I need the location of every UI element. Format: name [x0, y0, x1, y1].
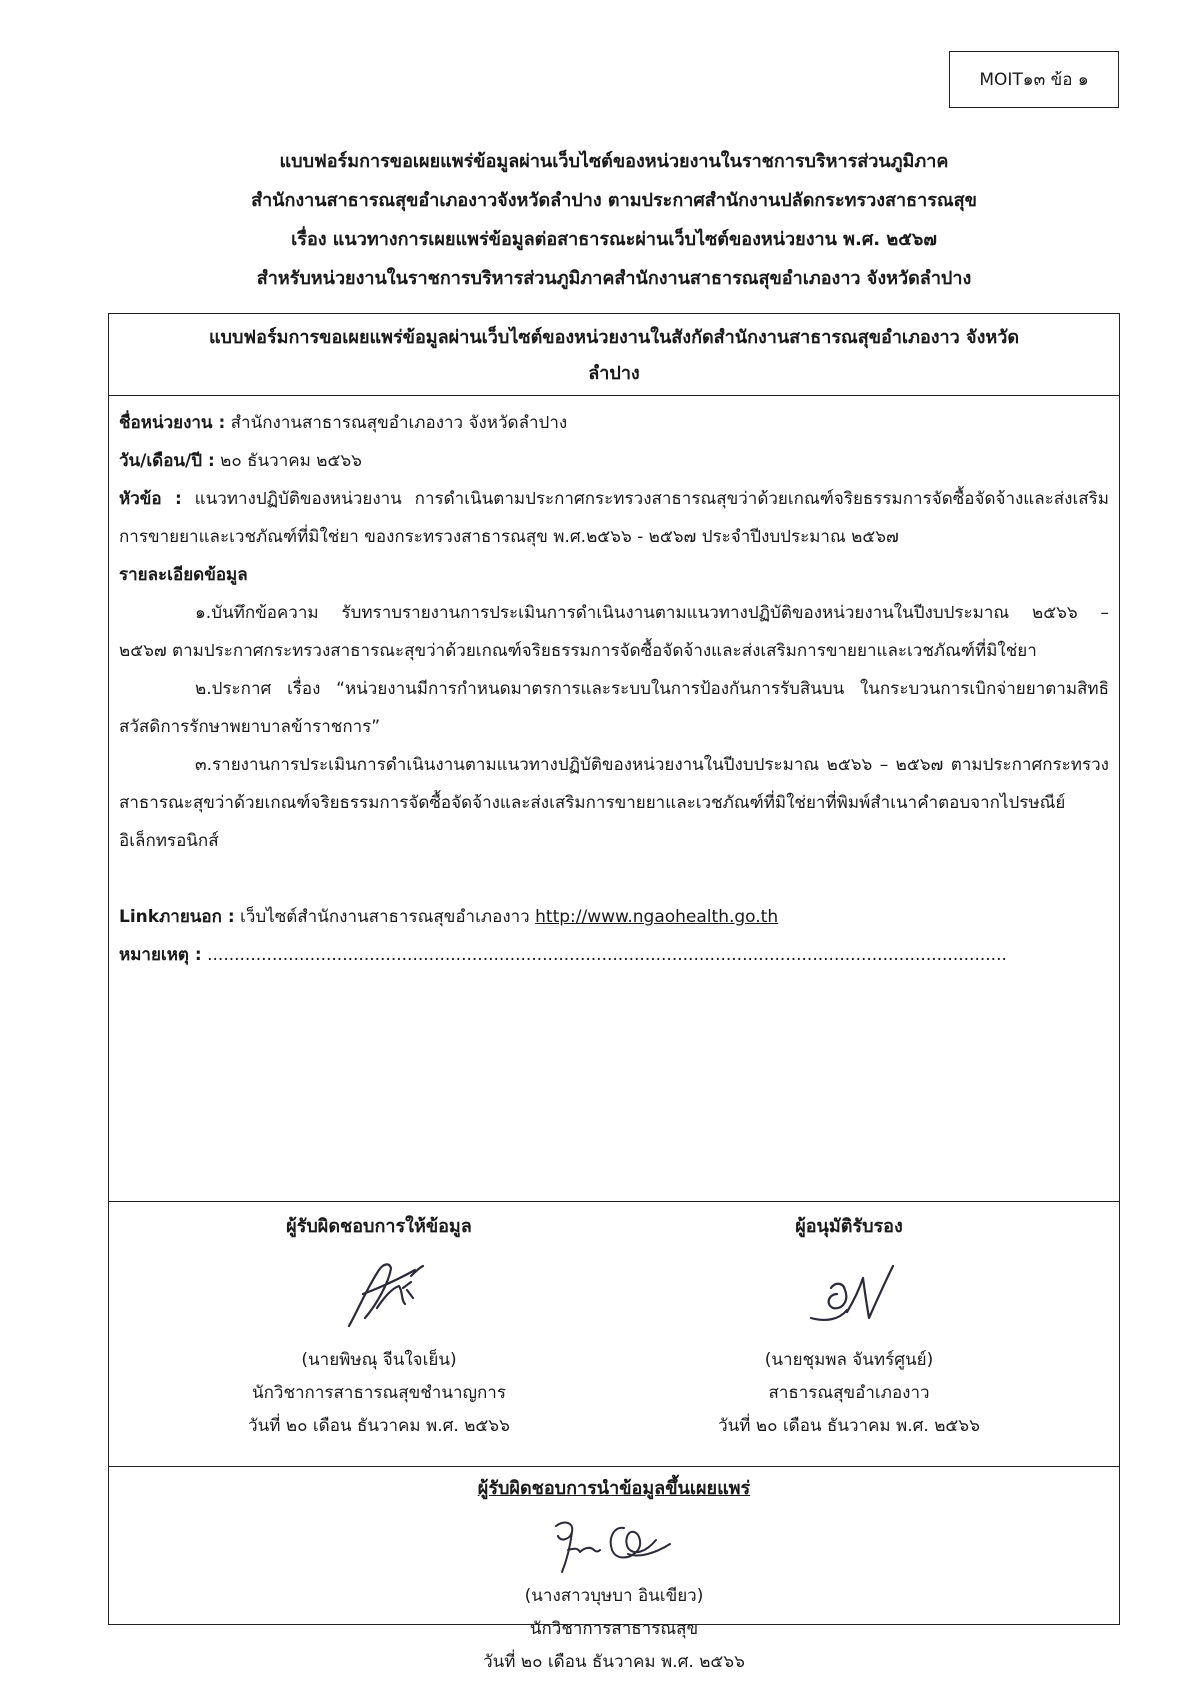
- provider-signature-icon: [319, 1248, 439, 1344]
- note-line: [119, 936, 1109, 974]
- publisher-title: ผู้รับผิดชอบการนำข้อมูลขึ้นเผยแพร่: [477, 1478, 751, 1499]
- external-link-prefix: เว็บไซต์สำนักงานสาธารณสุขอำเภองาว: [234, 907, 536, 927]
- provider-name: (นายพิษณุ จีนใจเย็น): [301, 1350, 457, 1370]
- external-link-line: [119, 898, 1109, 936]
- detail-item-1: ๑.บันทึกข้อความ รับทราบรายงานการประเมินการดำเนินงานตามแนวทางปฏิบัติของหน่วยงานในปีงบประมาณ ๒๕๖๖ – ๒๕๖๗ ตามประกาศกระทรวงสาธารณะสุขว่าด้วยเกณฑ์จริยธรรมการจัดซื้อจัดจ้างและส่งเสริมการขายยาและเวชภัณฑ์ที่มิใช่ยา: [119, 603, 1109, 661]
- topic-label: หัวข้อ :: [119, 489, 182, 509]
- publisher-signature-icon: [534, 1508, 694, 1580]
- agency-value: สำนักงานสาธารณสุขอำเภองาว จังหวัดลำปาง: [225, 413, 568, 433]
- approver-signature-icon: [789, 1248, 909, 1344]
- details-heading: รายละเอียดข้อมูล: [119, 565, 248, 585]
- approver-signature: [639, 1248, 1059, 1344]
- detail-item-3: ๓.รายงานการประเมินการดำเนินงานตามแนวทางปฏิบัติของหน่วยงานในปีงบประมาณ ๒๕๖๖ – ๒๕๖๗ ตามประกาศกระทรวงสาธารณะสุขว่าด้วยเกณฑ์จริยธรรมการจัดซื้อจัดจ้างและส่งเสริมการขายยาและเวชภัณฑ์ที่มิใช่ยาที่พิมพ์สำเนาคำตอบจากไปรษณีย์อิเล็กทรอนิกส์: [119, 755, 1109, 851]
- header-line-1: แบบฟอร์มการขอเผยแพร่ข้อมูลผ่านเว็บไซต์ของหน่วยงานในราชการบริหารส่วนภูมิภาค: [279, 151, 949, 172]
- publisher-position: นักวิชาการสาธารณสุข: [529, 1619, 699, 1639]
- provider-signature: [169, 1248, 589, 1344]
- agency-label: ชื่อหน่วยงาน :: [119, 413, 226, 433]
- form-title-line-2: ลำปาง: [588, 363, 640, 384]
- provider-title: ผู้รับผิดชอบการให้ข้อมูล: [286, 1216, 472, 1237]
- document-code: MOIT๑๓ ข้อ ๑: [979, 70, 1089, 90]
- publisher-signature: [109, 1508, 1119, 1580]
- approver-signature-block: [639, 1202, 1059, 1443]
- form-table: [108, 313, 1120, 1672]
- publisher-date: วันที่ ๒๐ เดือน ธันวาคม พ.ศ. ๒๕๖๖: [483, 1652, 745, 1672]
- note-value: ....................................................................................................................................................: [201, 945, 1007, 965]
- agency-line: [119, 404, 1109, 442]
- form-info-section: [109, 396, 1119, 1202]
- detail-item-2: ๒.ประกาศ เรื่อง “หน่วยงานมีการกำหนดมาตรการและระบบในการป้องกันการรับสินบน ในกระบวนการเบิกจ่ายยาตามสิทธิสวัสดิการรักษาพยาบาลข้าราชการ”: [119, 679, 1109, 737]
- note-label: หมายเหตุ :: [119, 945, 202, 965]
- provider-date: วันที่ ๒๐ เดือน ธันวาคม พ.ศ. ๒๕๖๖: [248, 1416, 510, 1436]
- approver-title: ผู้อนุมัติรับรอง: [795, 1216, 903, 1237]
- topic-value: แนวทางปฏิบัติของหน่วยงาน การดำเนินตามประกาศกระทรวงสาธารณสุขว่าด้วยเกณฑ์จริยธรรมการจัดซื้อจัดจ้างและส่งเสริมการขายยาและเวชภัณฑ์ที่มิใช่ยา ของกระทรวงสาธารณสุข พ.ศ.๒๕๖๖ - ๒๕๖๗ ประจำปีงบประมาณ ๒๕๖๗: [119, 489, 1109, 547]
- header-line-2: สำนักงานสาธารณสุขอำเภองาวจังหวัดลำปาง ตามประกาศสำนักงานปลัดกระทรวงสาธารณสุข: [251, 190, 977, 211]
- publisher-name: (นางสาวบุษบา อินเขียว): [524, 1586, 704, 1606]
- external-link-label: Linkภายนอก :: [119, 907, 235, 927]
- date-line: [119, 442, 1109, 480]
- form-title-row: [109, 314, 1119, 396]
- document-header: [108, 142, 1120, 298]
- approver-position: สาธารณสุขอำเภองาว: [768, 1383, 930, 1403]
- publisher-signature-block: [109, 1466, 1119, 1672]
- provider-position: นักวิชาการสาธารณสุขชำนาญการ: [252, 1383, 506, 1403]
- form-title-line-1: แบบฟอร์มการขอเผยแพร่ข้อมูลผ่านเว็บไซต์ของหน่วยงานในสังกัดสำนักงานสาธารณสุขอำเภองาว จังหวัด: [208, 327, 1020, 348]
- external-link[interactable]: http://www.ngaohealth.go.th: [535, 907, 779, 927]
- approver-date: วันที่ ๒๐ เดือน ธันวาคม พ.ศ. ๒๕๖๖: [718, 1416, 980, 1436]
- header-line-4: สำหรับหน่วยงานในราชการบริหารส่วนภูมิภาคสำนักงานสาธารณสุขอำเภองาว จังหวัดลำปาง: [256, 268, 972, 289]
- document-code-box: [949, 51, 1119, 108]
- date-value: ๒๐ ธันวาคม ๒๕๖๖: [214, 451, 362, 471]
- approver-name: (นายชุมพล จันทร์ศูนย์): [764, 1350, 934, 1370]
- provider-signature-block: [169, 1202, 589, 1443]
- signature-section: [109, 1202, 1119, 1467]
- header-line-3: เรื่อง แนวทางการเผยแพร่ข้อมูลต่อสาธารณะผ่านเว็บไซต์ของหน่วยงาน พ.ศ. ๒๕๖๗: [291, 229, 937, 250]
- blank-line: [119, 860, 1109, 898]
- date-label: วัน/เดือน/ปี :: [119, 451, 215, 471]
- topic-paragraph: [119, 480, 1109, 556]
